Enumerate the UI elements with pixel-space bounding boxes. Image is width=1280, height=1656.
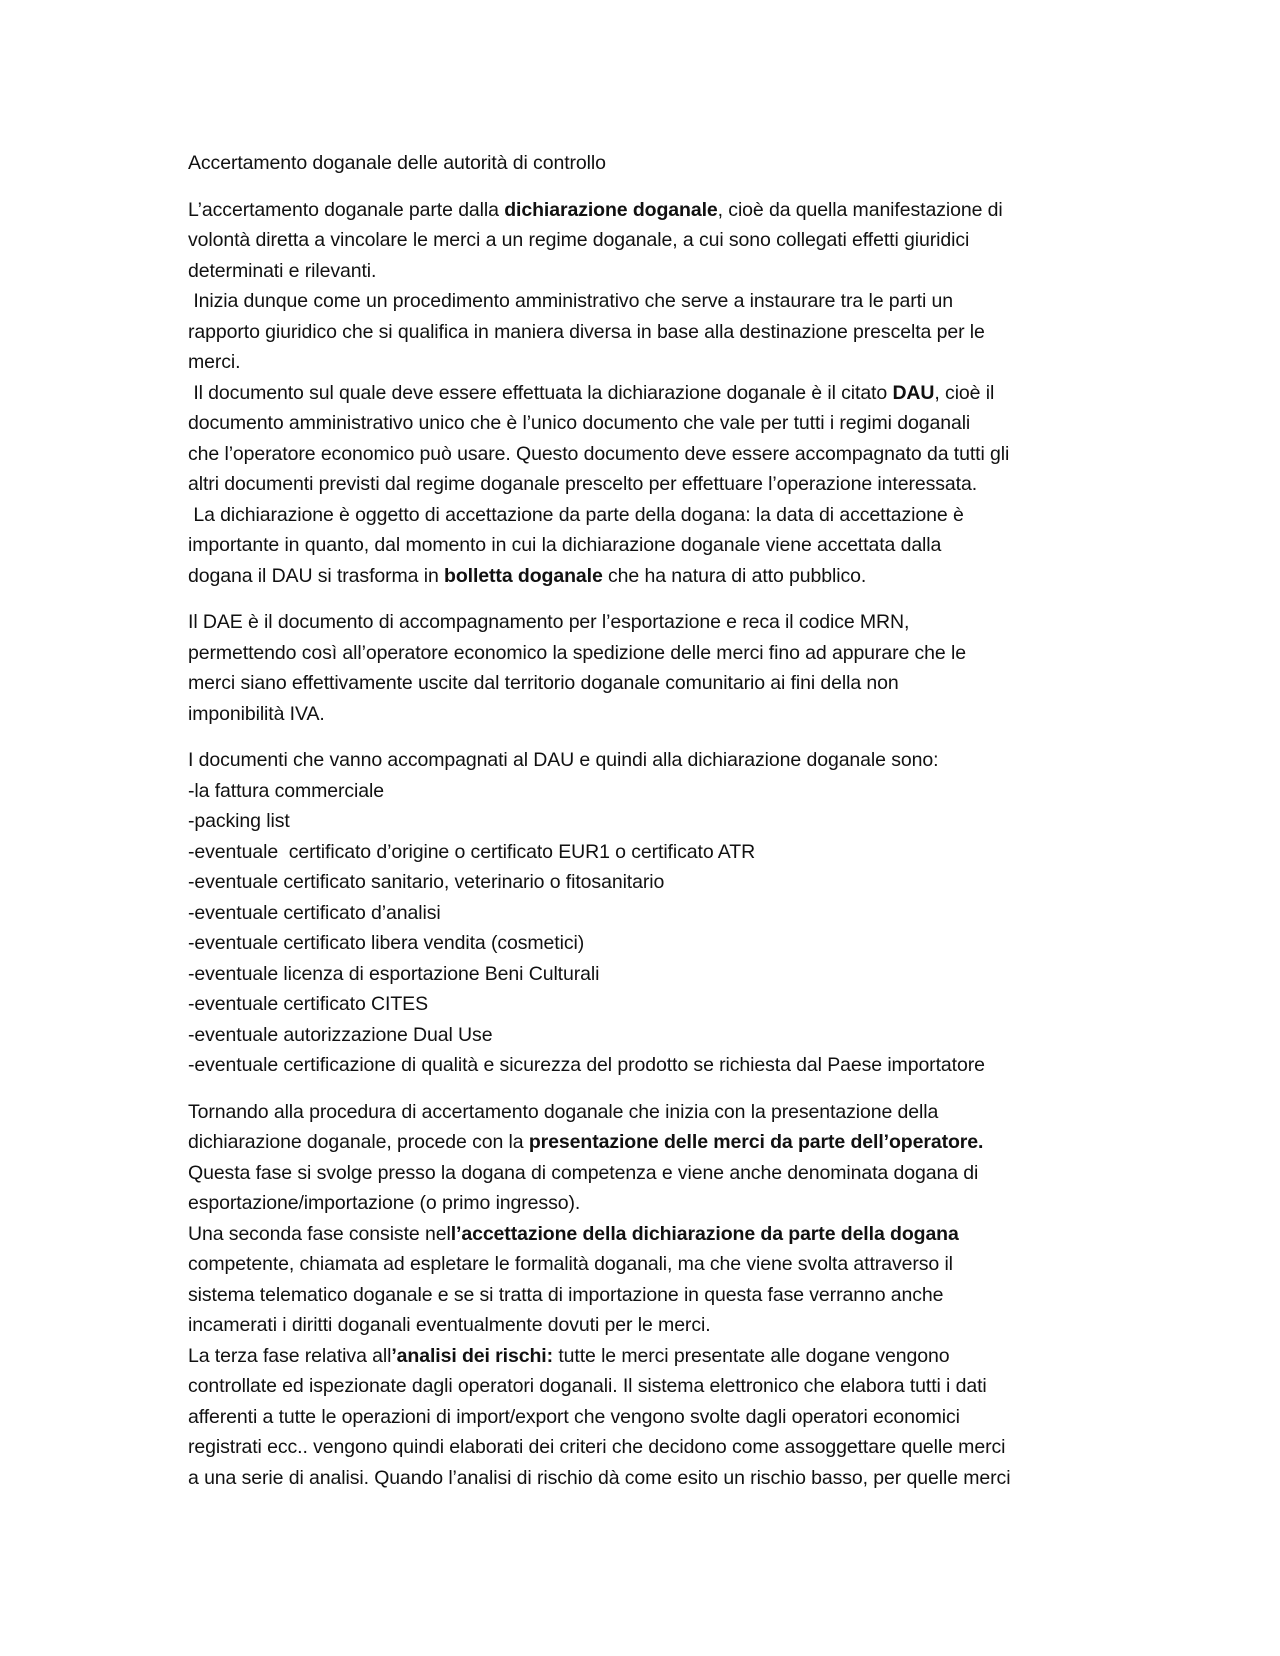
list-intro: I documenti che vanno accompagnati al DAU e quindi alla dichiarazione doganale sono: (188, 749, 939, 771)
paragraph-dichiarazione (188, 195, 1108, 592)
text-line: incamerati i diritti doganali eventualmente dovuti per le merci. (188, 1314, 711, 1336)
list-item: -packing list (188, 810, 290, 832)
text-line: registrati ecc.. vengono quindi elaborati dei criteri che decidono come assoggettare quelle merci (188, 1436, 1006, 1458)
text-line: altri documenti previsti dal regime doganale prescelto per effettuare l’operazione interessata. (188, 473, 978, 495)
text-line: Inizia dunque come un procedimento amministrativo che serve a instaurare tra le parti un (188, 290, 953, 312)
text-line: competente, chiamata ad espletare le formalità doganali, ma che viene svolta attraverso il (188, 1253, 953, 1275)
text-line: controllate ed ispezionate dagli operatori doganali. Il sistema elettronico che elabora tutti i dati (188, 1375, 987, 1397)
paragraph-dae (188, 607, 1108, 729)
bold-term: presentazione delle merci da parte dell’operatore. (528, 1131, 984, 1153)
list-item: -eventuale certificato sanitario, veterinario o fitosanitario (188, 871, 665, 893)
text-line: merci. (188, 351, 241, 373)
document-body (188, 148, 1108, 1493)
list-item: -eventuale certificazione di qualità e sicurezza del prodotto se richiesta dal Paese importatore (188, 1054, 985, 1076)
bold-term: DAU (892, 381, 935, 404)
bold-term: l’accettazione della dichiarazione da parte della dogana (450, 1222, 959, 1245)
text-line: rapporto giuridico che si qualifica in maniera diversa in base alla destinazione prescelta per le (188, 320, 985, 343)
document-title: Accertamento doganale delle autorità di controllo (188, 152, 606, 174)
paragraph-procedura (188, 1097, 1108, 1494)
text-line: esportazione/importazione (o primo ingresso). (188, 1192, 581, 1214)
text-line: afferenti a tutte le operazioni di import/export che vengono svolte dagli operatori economici (188, 1405, 960, 1428)
text-line: volontà diretta a vincolare le merci a un regime doganale, a cui sono collegati effetti giuridici (188, 229, 970, 251)
list-item: -la fattura commerciale (188, 779, 385, 802)
text-line: Il DAE è il documento di accompagnamento per l’esportazione e reca il codice MRN, (188, 611, 910, 633)
paragraph-gap (188, 179, 1108, 195)
paragraph-gap (188, 591, 1108, 607)
paragraph-gap (188, 729, 1108, 745)
text-line: imponibilità IVA. (188, 702, 325, 725)
list-item: -eventuale certificato d’analisi (188, 901, 441, 924)
list-item: -eventuale certificato d’origine o certificato EUR1 o certificato ATR (188, 840, 756, 863)
bold-term: dichiarazione doganale (504, 198, 718, 221)
text-line: Una seconda fase consiste nell’accettazione della dichiarazione da parte della dogana (188, 1222, 959, 1245)
list-item: -eventuale certificato libera vendita (cosmetici) (188, 932, 585, 954)
text-line: sistema telematico doganale e se si tratta di importazione in questa fase verranno anche (188, 1283, 944, 1306)
text-line: Tornando alla procedura di accertamento doganale che inizia con la presentazione della (188, 1100, 939, 1123)
list-item: -eventuale autorizzazione Dual Use (188, 1023, 493, 1046)
text-line: dogana il DAU si trasforma in bolletta doganale che ha natura di atto pubblico. (188, 564, 867, 587)
text-line: permettendo così all’operatore economico la spedizione delle merci fino ad appurare che le (188, 641, 966, 664)
text-line: documento amministrativo unico che è l’unico documento che vale per tutti i regimi doganali (188, 412, 971, 434)
text-line: La dichiarazione è oggetto di accettazione da parte della dogana: la data di accettazione è (188, 503, 964, 526)
text-line: merci siano effettivamente uscite dal territorio doganale comunitario ai fini della non (188, 672, 899, 694)
text-line: La terza fase relativa all’analisi dei rischi: tutte le merci presentate alle dogane vengono (188, 1344, 950, 1367)
list-item: -eventuale licenza di esportazione Beni Culturali (188, 962, 600, 985)
text-line: importante in quanto, dal momento in cui la dichiarazione doganale viene accettata dalla (188, 534, 942, 556)
text-line: che l’operatore economico può usare. Questo documento deve essere accompagnato da tutti gli (188, 442, 1010, 465)
text-line: Il documento sul quale deve essere effettuata la dichiarazione doganale è il citato DAU, cioè il (188, 381, 995, 404)
text-line: Questa fase si svolge presso la dogana di competenza e viene anche denominata dogana di (188, 1161, 979, 1184)
paragraph-documenti-list (188, 745, 1108, 1081)
list-item: -eventuale certificato CITES (188, 993, 428, 1015)
text-line: L’accertamento doganale parte dalla dichiarazione doganale, cioè da quella manifestazione di (188, 198, 1003, 221)
text-line: determinati e rilevanti. (188, 259, 377, 282)
bold-term: bolletta doganale (444, 564, 603, 587)
paragraph-gap (188, 1081, 1108, 1097)
text-line: a una serie di analisi. Quando l’analisi di rischio dà come esito un rischio basso, per quelle merci (188, 1466, 1011, 1489)
bold-term: ’analisi dei rischi: (391, 1344, 553, 1367)
text-line: dichiarazione doganale, procede con la presentazione delle merci da parte dell’operatore. (188, 1131, 984, 1153)
